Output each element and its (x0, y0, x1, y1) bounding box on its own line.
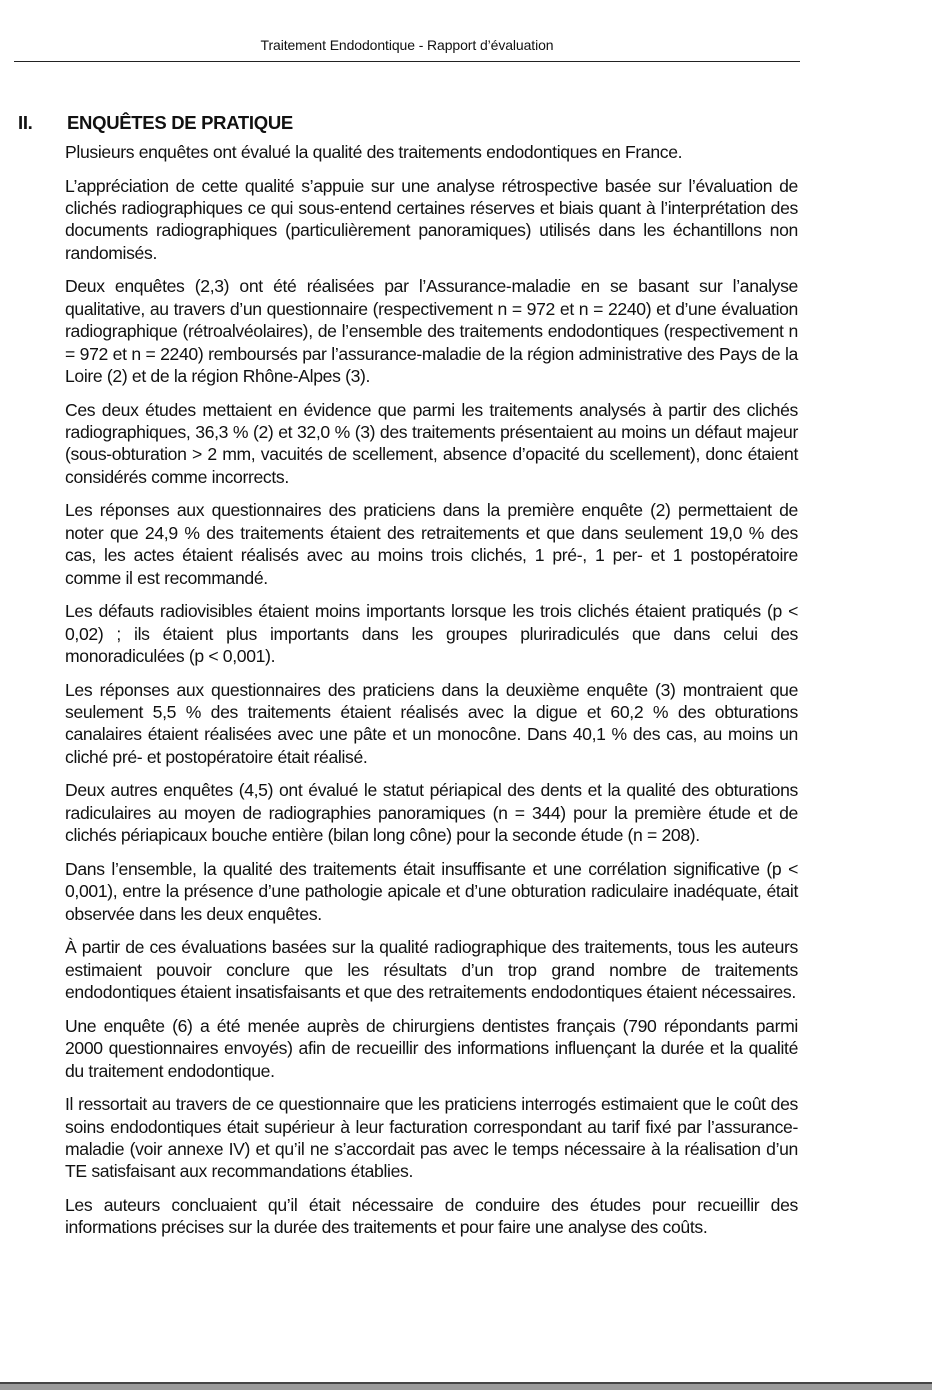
paragraph-overall-quality: Dans l’ensemble, la qualité des traitements était insuffisante et une corrélation significative (p < 0,001), entre la présence d’une pathologie apicale et d’une obturation radiculaire inadéquate, était observée dans les deux enquêtes. (65, 858, 798, 924)
paragraph-other-surveys: Deux autres enquêtes (4,5) ont évalué le statut périapical des dents et la qualité des obturations radiculaires au moyen de radiographies panoramiques (n = 344) pour la première étude et de clichés périapicaux bouche entière (bilan long cône) pour la seconde étude (n = 208). (65, 780, 798, 846)
paragraph-authors-conclusion: Les auteurs concluaient qu’il était nécessaire de conduire des études pour recueillir des informations précises sur la durée des traitements et pour faire une analyse des coûts. (65, 1194, 798, 1238)
running-header: Traitement Endodontique - Rapport d’évaluation (260, 37, 554, 53)
paragraph-conclusion-retreatment: À partir de ces évaluations basées sur la qualité radiographique des traitements, tous les auteurs estimaient pouvoir conclure que les résultats d’un trop grand nombre de traitements endodontiques étaient insatisfaisants et que des retraitements endodontiques étaient nécessaires. (65, 937, 798, 1003)
paragraph-two-surveys: Deux enquêtes (2,3) ont été réalisées par l’Assurance-maladie en se basant sur l’analyse qualitative, au travers d’un questionnaire (respectivement n = 972 et n = 2240) et d’une évaluation radiographique (rétroalvéolaires), de l’ensemble des traitements endodontiques (respectivement n = 972 et n = 2240) remboursés par l’assurance-maladie de la région administrative des Pays de la Loire (2) et de la région Rhône-Alpes (3). (65, 276, 798, 387)
paragraph-methodology: L’appréciation de cette qualité s’appuie sur une analyse rétrospective basée sur l’évaluation de clichés radiographiques ce qui sous-entend certaines réserves et biais quant à l’interprétation des documents radiographiques (particulièrement panoramiques) utilisés dans les échantillons non randomisés. (65, 175, 798, 263)
section-title: ENQUÊTES DE PRATIQUE (67, 112, 293, 133)
paragraph-defects: Ces deux études mettaient en évidence que parmi les traitements analysés à partir des clichés radiographiques, 36,3 % (2) et 32,0 % (3) des traitements présentaient au moins un défaut majeur (sous-obturation > 2 mm, vacuités de scellement, absence d’opacité du scellement), donc étaient considérés comme incorrects. (65, 399, 798, 487)
section-number: II. (18, 112, 33, 133)
paragraph-first-survey-responses: Les réponses aux questionnaires des praticiens dans la première enquête (2) permettaient de noter que 24,9 % des traitements étaient des retraitements et que dans seulement 19,0 % des cas, les actes étaient réalisés avec au moins trois clichés, 1 pré-, 1 per- et 1 postopératoire comme il est recommandé. (65, 500, 798, 588)
paragraph-radiovisible-defects: Les défauts radiovisibles étaient moins importants lorsque les trois clichés étaient pratiqués (p < 0,02) ; ils étaient plus importants dans les groupes pluriradiculés que dans celui des monoradiculées (p < 0,001). (65, 601, 798, 667)
paragraph-second-survey-responses: Les réponses aux questionnaires des praticiens dans la deuxième enquête (3) montraient que seulement 5,5 % des traitements étaient réalisés avec la digue et 60,2 % des obturations canalaires étaient réalisées avec une pâte et un monocône. Dans 40,1 % des cas, au moins un cliché pré- et postopératoire était réalisé. (65, 679, 798, 767)
paragraph-intro: Plusieurs enquêtes ont évalué la qualité des traitements endodontiques en France. (65, 142, 683, 162)
paragraph-cost-findings: Il ressortait au travers de ce questionnaire que les praticiens interrogés estimaient que le coût des soins endodontiques était supérieur à leur facturation correspondant au tarif fixé par l’assurance-maladie (voir annexe IV) et qu’il ne s’accordait pas avec le temps nécessaire à la réalisation d’un TE satisfaisant aux recommandations établies. (65, 1094, 798, 1182)
paragraph-dentist-survey: Une enquête (6) a été menée auprès de chirurgiens dentistes français (790 répondants parmi 2000 questionnaires envoyés) afin de recueillir des informations influençant la durée et la qualité du traitement endodontique. (65, 1015, 798, 1081)
header-rule (14, 61, 800, 62)
page-bottom-edge (0, 1382, 932, 1390)
section-body (65, 141, 798, 1250)
